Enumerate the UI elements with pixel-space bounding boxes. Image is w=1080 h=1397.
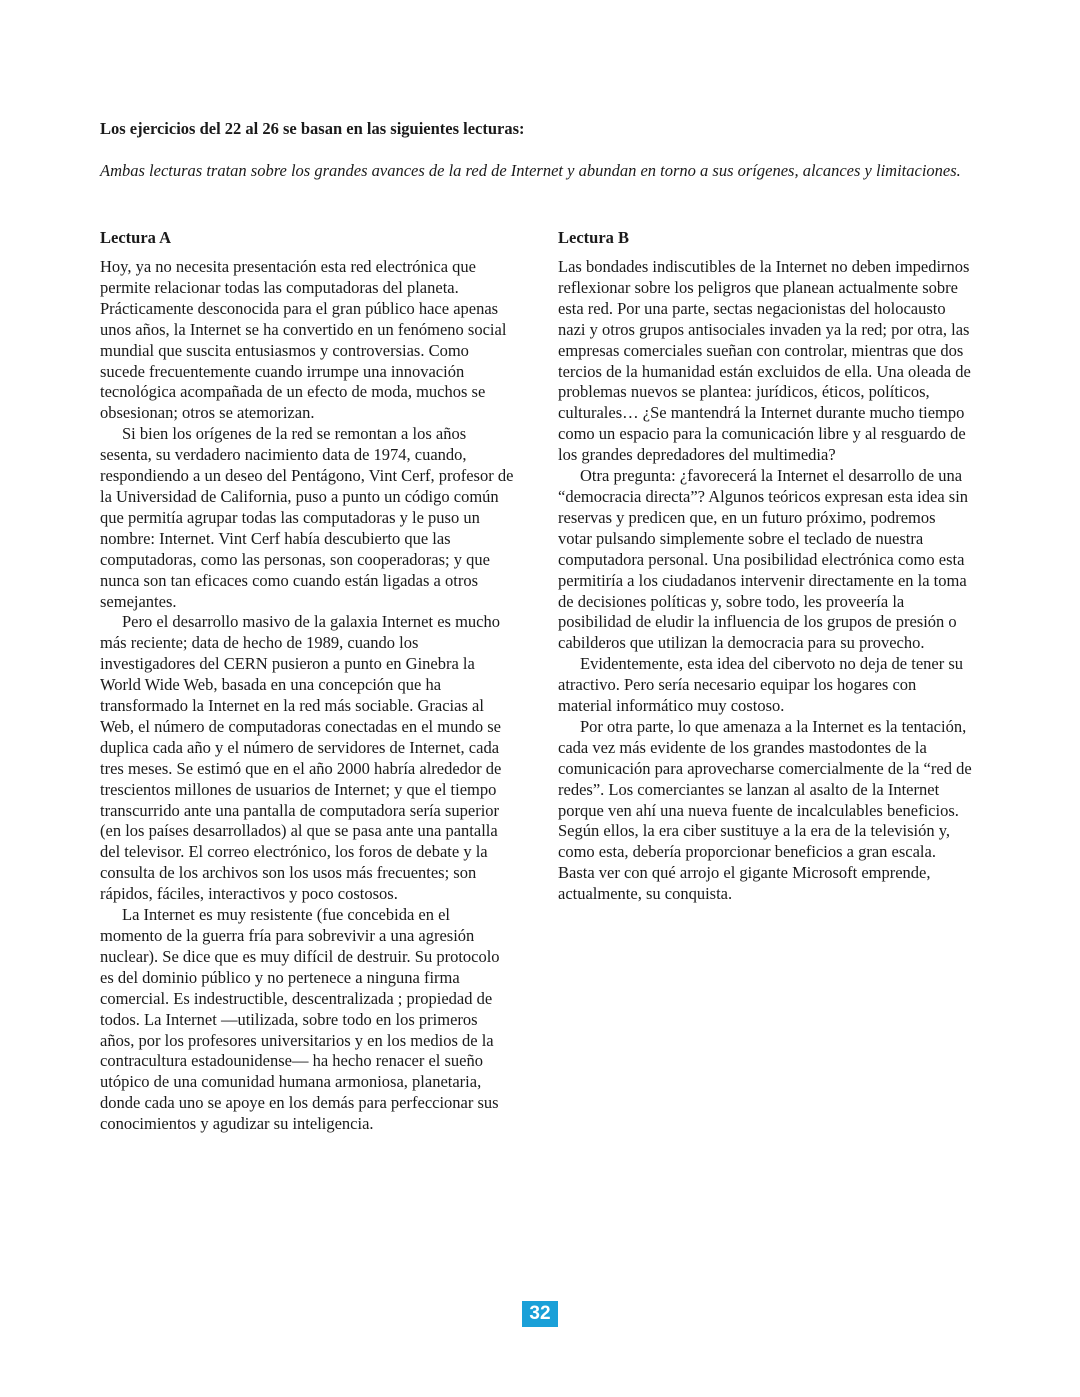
lectura-b-title: Lectura B [558,228,630,247]
lectura-b-column [558,226,973,905]
lectura-b-paragraph: Evidentemente, esta idea del cibervoto no deja de tener su atractivo. Pero sería necesario equipar los hogares con material informático muy costoso. [558,654,964,716]
lectura-b-paragraph: Otra pregunta: ¿favorecerá la Internet el desarrollo de una “democracia directa”? Algunos teóricos expresan esta idea sin reservas y predicen que, en un futuro próximo, podremos votar pulsando simplemente sobre el teclado de nuestra computadora personal. Una posibilidad electrónica como esta permitiría a los ciudadanos intervenir directamente en la toma de decisiones políticas y, sobre todo, les proveería la posibilidad de eludir la influencia de los grupos de presión o cabilderos que utilizan la democracia para su provecho. [558,466,969,653]
lectura-a-paragraph: Pero el desarrollo masivo de la galaxia Internet es mucho más reciente; data de hecho de 1989, cuando los investigadores del CERN pusieron a punto en Ginebra la World Wide Web, basada en una concepción que ha transformado la Internet en la red más sociable. Gracias al Web, el número de computadoras conectadas en el mundo se duplica cada año y el número de servidores de Internet, cada tres meses. Se estimó que en el año 2000 habría alrededor de trescientos millones de usuarios de Internet; y que el tiempo transcurrido ante una pantalla de computadora sería superior (en los países desarrollados) al que se pasa ante una pantalla del televisor. El correo electrónico, los foros de debate y la consulta de los archivos son los usos más frecuentes; son rápidos, fáciles, interactivos y poco costosos. [100,612,502,904]
lectura-a-paragraph: Hoy, ya no necesita presentación esta red electrónica que permite relacionar todas las computadoras del planeta. Prácticamente desconocida para el gran público hace apenas unos años, la Internet se ha convertido en un fenómeno social mundial que suscita entusiasmos y controversias. Como sucede frecuentemente cuando irrumpe una innovación tecnológica acompañada de un efecto de moda, muchos se obsesionan; otros se atemorizan. [100,257,507,423]
readings-intro: Ambas lecturas tratan sobre los grandes avances de la red de Internet y abundan en torno a sus orígenes, alcances y limitaciones. [100,161,961,180]
lectura-b-paragraph: Las bondades indiscutibles de la Internet no deben impedirnos reflexionar sobre los peligros que planean actualmente sobre esta red. Por una parte, sectas negacionistas del holocausto nazi y otros grupos antisociales invaden ya la red; por otra, las empresas comerciales sueñan con controlar, mientras que dos tercios de la humanidad están excluidos de ella. Una oleada de problemas nuevos se plantea: jurídicos, éticos, políticos, culturales… ¿Se mantendrá la Internet durante mucho tiempo como un espacio para la comunicación libre y al resguardo de los grandes depredadores del multimedia? [558,257,971,465]
lectura-a-title: Lectura A [100,228,172,247]
lectura-a-paragraph: Si bien los orígenes de la red se remontan a los años sesenta, su verdadero nacimiento data de 1974, cuando, respondiendo a un deseo del Pentágono, Vint Cerf, profesor de la Universidad de California, puso a punto un código común que permitía agrupar todas las computadoras y le puso un nombre: Internet. Vint Cerf había descubierto que las computadoras, como las personas, son cooperadoras; y que nunca son tan eficaces como cuando están ligadas a otros semejantes. [100,424,514,611]
exercise-heading: Los ejercicios del 22 al 26 se basan en las siguientes lecturas: [100,119,525,138]
document-page [100,0,972,1397]
lectura-b-paragraph: Por otra parte, lo que amenaza a la Internet es la tentación, cada vez más evidente de los grandes mastodontes de la comunicación para aprovecharse comercialmente de la “red de redes”. Los comerciantes se lanzan al asalto de la Internet porque ven ahí una nueva fuente de incalculables beneficios. Según ellos, la era ciber sustituye a la era de la televisión y, como esta, debería proporcionar beneficios a gran escala. Basta ver con qué arrojo el gigante Microsoft emprende, actualmente, su conquista. [558,716,972,904]
lectura-a-paragraph: La Internet es muy resistente (fue concebida en el momento de la guerra fría para sobrevivir a una agresión nuclear). Se dice que es muy difícil de destruir. Su protocolo es del dominio público y no pertenece a ninguna firma comercial. Es indestructible, descentralizada ; propiedad de todos. La Internet —utilizada, sobre todo en los primeros años, por los profesores universitarios y en los medios de la contracultura estadounidense— ha hecho renacer el sueño utópico de una comunidad humana armoniosa, planetaria, donde cada uno se apoye en los demás para perfeccionar sus conocimientos y agudizar su inteligencia. [100,905,500,1134]
page-number-badge: 32 [522,1301,558,1327]
lectura-a-column [100,226,515,1135]
